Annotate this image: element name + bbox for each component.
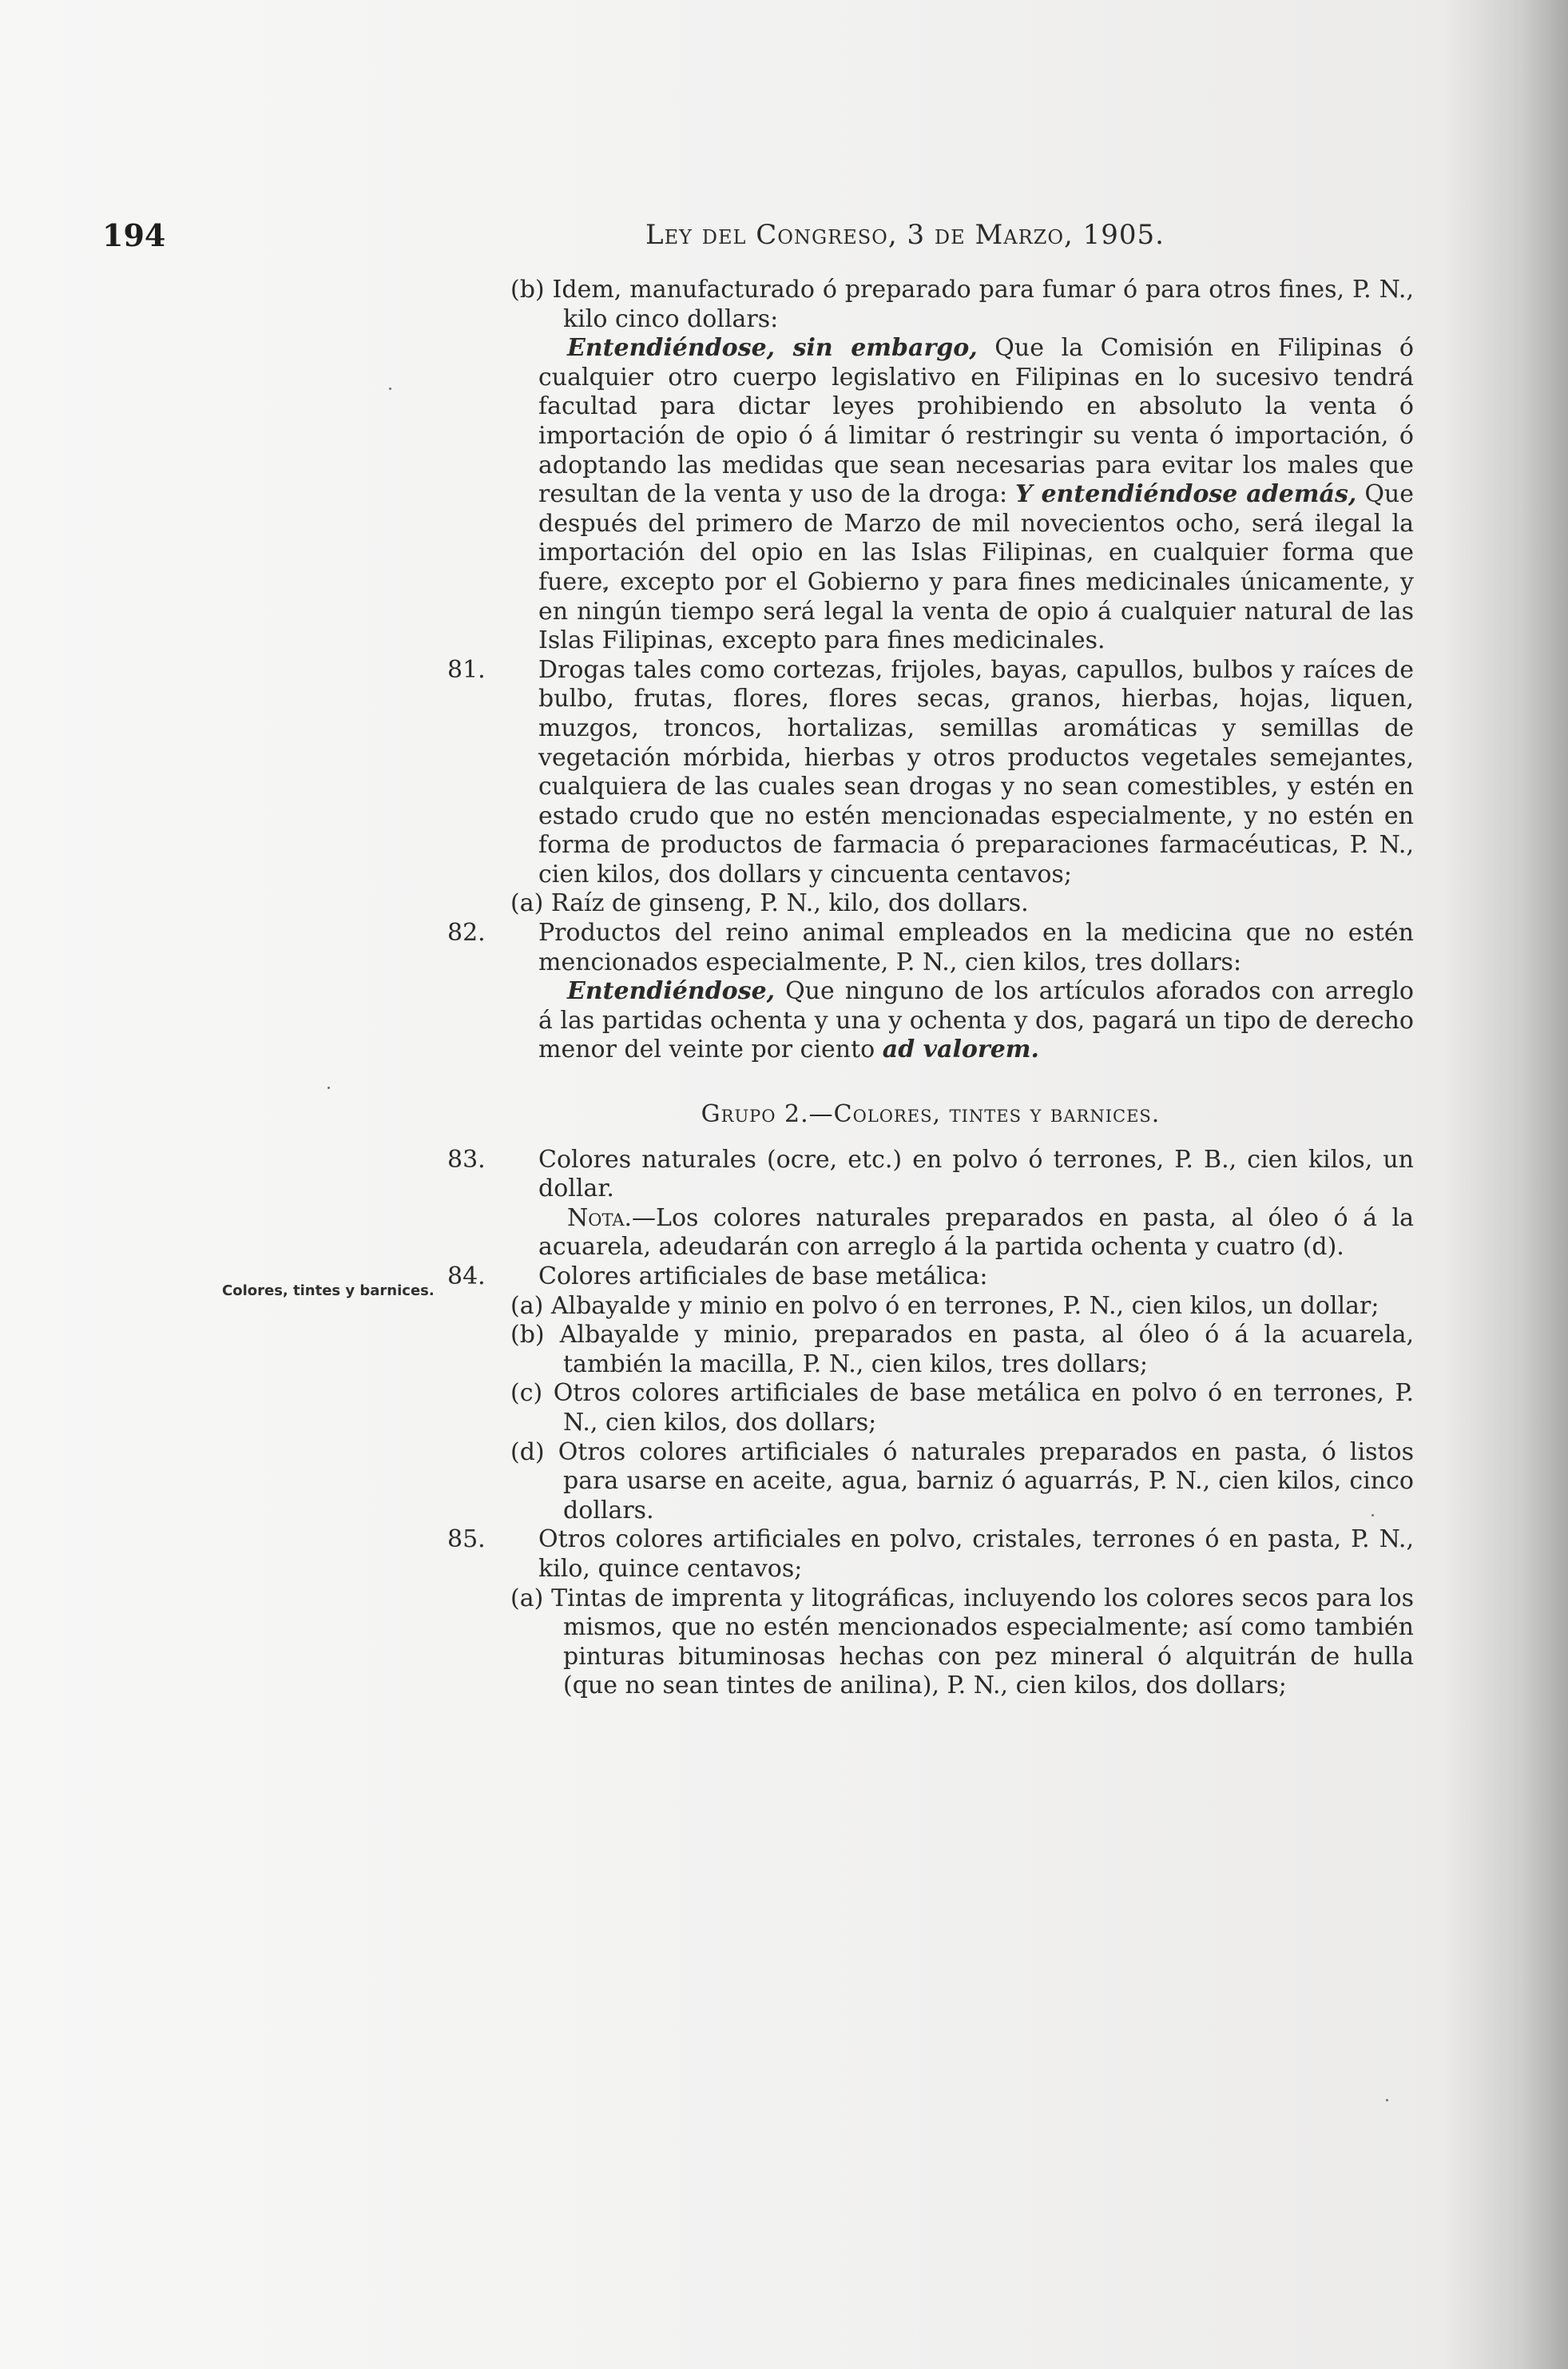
proviso-lead: Entendiéndose, — [567, 977, 776, 1006]
proviso-paragraph — [447, 334, 1414, 656]
print-speck — [389, 388, 391, 390]
item-number: 84. — [447, 1262, 486, 1290]
item-84-c: (c) Otros colores artificiales de base metálica en polvo ó en terrones, P. N., cien kilos, dos dollars; — [510, 1379, 1414, 1437]
nota-paragraph — [447, 1204, 1414, 1262]
item-b: (b) Idem, manufacturado ó preparado para fumar ó para otros fines, P. N., kilo cinco dollars: — [510, 276, 1414, 333]
item-84-a: (a) Albayalde y minio en polvo ó en terrones, P. N., cien kilos, un dollar; — [510, 1291, 1379, 1320]
proviso-text: Que ninguno de los artículos aforados con arreglo á las partidas ochenta y una y ochenta y dos, pagará un tipo de derecho menor del veinte por ciento — [538, 977, 1414, 1064]
proviso-lead: Entendiéndose, sin embargo, — [567, 334, 978, 363]
item-81 — [447, 656, 1414, 890]
margin-note: Colores, tintes y barnices. — [222, 1282, 435, 1299]
proviso-paragraph — [447, 977, 1414, 1065]
running-head: Ley del Congreso, 3 de Marzo, 1905. — [645, 219, 1165, 251]
item-number: 83. — [447, 1145, 486, 1174]
item-text: Colores naturales (ocre, etc.) en polvo ó terrones, P. B., cien kilos, un dollar. — [538, 1145, 1414, 1203]
spacer — [447, 1130, 1414, 1146]
nota-label: Nota. — [567, 1203, 633, 1232]
print-speck — [1386, 2099, 1388, 2101]
group-heading: Grupo 2.—Colores, tintes y barnices. — [701, 1100, 1161, 1129]
page-number: 194 — [102, 217, 166, 253]
spacer — [447, 1065, 1414, 1100]
print-speck — [327, 1087, 330, 1089]
item-81-a: (a) Raíz de ginseng, P. N., kilo, dos dollars. — [510, 889, 1029, 918]
item-84-b: (b) Albayalde y minio, preparados en pasta, al óleo ó á la acuarela, también la macilla, P. N., cien kilos, tres dollars; — [510, 1321, 1414, 1378]
item-number: 85. — [447, 1525, 486, 1554]
item-82 — [447, 919, 1414, 977]
proviso-text: Que la Comisión en Filipinas ó cualquier otro cuerpo legislativo en Filipinas en lo sucesivo tendrá facultad para dictar leyes prohibiendo en absoluto la venta ó importación de opio ó á limitar ó restringir su venta ó importación, ó adoptando las medidas que sean necesarias para evitar los males que resultan de la venta y uso de la droga: — [538, 334, 1414, 509]
item-83 — [447, 1146, 1414, 1204]
page-body — [447, 276, 1414, 1701]
item-number: 81. — [447, 655, 486, 684]
item-text: Otros colores artificiales en polvo, cristales, terrones ó en pasta, P. N., kilo, quince centavos; — [538, 1525, 1414, 1583]
item-85-a: (a) Tintas de imprenta y litográficas, incluyendo los colores secos para los mismos, que no estén mencionados especialmente; así como también pinturas bituminosas hechas con pez mineral ó alquitrán de hulla (que no sean tintes de anilina), P. N., cien kilos, dos dollars; — [510, 1584, 1414, 1700]
page-header — [102, 217, 1380, 265]
proviso-tail: ad valorem. — [882, 1035, 1039, 1064]
item-text: Drogas tales como cortezas, frijoles, bayas, capullos, bulbos y raíces de bulbo, frutas, flores, flores secas, granos, hierbas, hojas, liquen, muzgos, troncos, hortalizas, semillas aromáticas y semillas de vegetación mórbida, hierbas y otros productos vegetales semejantes, cualquiera de las cuales sean drogas y no sean comestibles, y estén en estado crudo que no estén mencionadas especialmente, y no estén en forma de productos de farmacia ó preparaciones farmacéuticas, P. N., cien kilos, dos dollars y cincuenta centavos; — [538, 655, 1414, 888]
item-84 — [447, 1262, 1414, 1292]
item-text: Colores artificiales de base metálica: — [538, 1262, 988, 1290]
proviso-text-2: Que después del primero de Marzo de mil novecientos ocho, será ilegal la importación del opio en las Islas Filipinas, en cualquier forma que fuere, excepto por el Gobierno y para fines medicinales únicamente, y en ningún tiempo será legal la venta de opio á cualquier natural de las Islas Filipinas, excepto para fines medicinales. — [538, 480, 1414, 655]
item-text: Productos del reino animal empleados en la medicina que no estén mencionados especialmente, P. N., cien kilos, tres dollars: — [538, 919, 1414, 976]
proviso-lead-2: Y entendiéndose además, — [1015, 480, 1357, 509]
nota-text: —Los colores naturales preparados en pasta, al óleo ó á la acuarela, adeudarán con arreglo á la partida ochenta y cuatro (d). — [538, 1203, 1414, 1262]
item-number: 82. — [447, 919, 486, 948]
item-84-d: (d) Otros colores artificiales ó naturales preparados en pasta, ó listos para usarse en aceite, agua, barniz ó aguarrás, P. N., cien kilos, cinco dollars. — [510, 1437, 1414, 1524]
item-85 — [447, 1525, 1414, 1584]
